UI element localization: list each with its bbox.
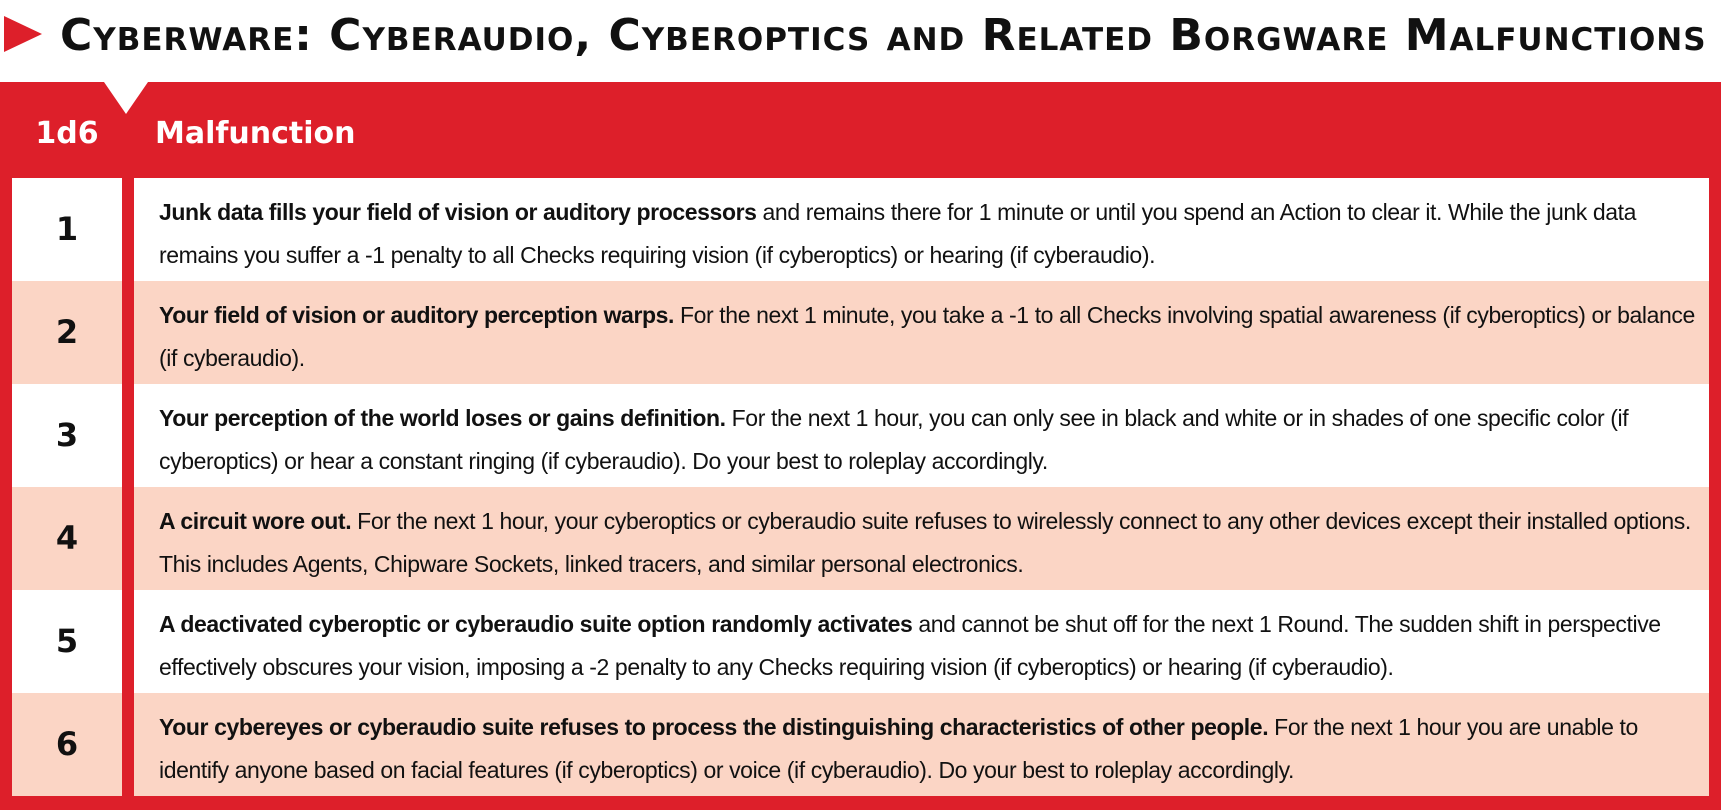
malfunction-lead: Junk data fills your field of vision or auditory processors [159, 199, 757, 225]
malfunction-cell [134, 487, 1709, 590]
table-body [12, 178, 1709, 796]
roll-cell: 1 [12, 178, 122, 281]
malfunction-cell [134, 178, 1709, 281]
malfunction-cell [134, 693, 1709, 796]
malfunction-lead: Your field of vision or auditory perception warps. [159, 302, 675, 328]
malfunction-cell [134, 384, 1709, 487]
table-row [12, 178, 1709, 281]
malfunction-cell [134, 281, 1709, 384]
malfunction-cell [134, 590, 1709, 693]
malfunction-lead: Your cybereyes or cyberaudio suite refuses to process the distinguishing characteristics of other people. [159, 714, 1269, 740]
title-row [0, 0, 1721, 80]
malfunction-detail: For the next 1 hour you are unable to identify anyone based on facial features (if cyberoptics) or voice (if cyberaudio). Do your best to roleplay accordingly. [159, 714, 1638, 783]
table-row [12, 487, 1709, 590]
roll-cell: 3 [12, 384, 122, 487]
malfunction-detail: For the next 1 hour, you can only see in black and white or in shades of one specific color (if cyberoptics) or hear a constant ringing (if cyberaudio). Do your best to roleplay accordingly. [159, 405, 1629, 474]
roll-cell: 5 [12, 590, 122, 693]
title-arrow-icon [4, 16, 42, 52]
malfunction-lead: A deactivated cyberoptic or cyberaudio suite option randomly activates [159, 611, 913, 637]
table-row [12, 384, 1709, 487]
malfunction-detail: and cannot be shut off for the next 1 Round. The sudden shift in perspective effectively obscures your vision, imposing a -2 penalty to any Checks requiring vision (if cyberoptics) or hearing (if cyberaudio). [159, 611, 1661, 680]
header-malfunction: Malfunction [155, 116, 356, 151]
malfunction-detail: For the next 1 hour, your cyberoptics or cyberaudio suite refuses to wirelessly connect to any other devices except their installed options. This includes Agents, Chipware Sockets, linked tracers, and similar personal electronics. [159, 508, 1691, 577]
malfunction-detail: For the next 1 minute, you take a -1 to all Checks involving spatial awareness (if cyberoptics) or balance (if cyberaudio). [159, 302, 1695, 371]
table-header [0, 100, 1721, 168]
table-row [12, 693, 1709, 796]
roll-cell: 6 [12, 693, 122, 796]
header-die: 1d6 [35, 116, 99, 151]
table-row [12, 590, 1709, 693]
page-title: Cyberware: Cyberaudio, Cyberoptics and Related Borgware Malfunctions [60, 10, 1707, 61]
roll-cell: 2 [12, 281, 122, 384]
malfunction-lead: Your perception of the world loses or gains definition. [159, 405, 726, 431]
table-row [12, 281, 1709, 384]
roll-cell: 4 [12, 487, 122, 590]
malfunction-lead: A circuit wore out. [159, 508, 352, 534]
malfunction-detail: and remains there for 1 minute or until you spend an Action to clear it. While the junk data remains you suffer a -1 penalty to all Checks requiring vision (if cyberoptics) or hearing (if cyberaudio). [159, 199, 1637, 268]
